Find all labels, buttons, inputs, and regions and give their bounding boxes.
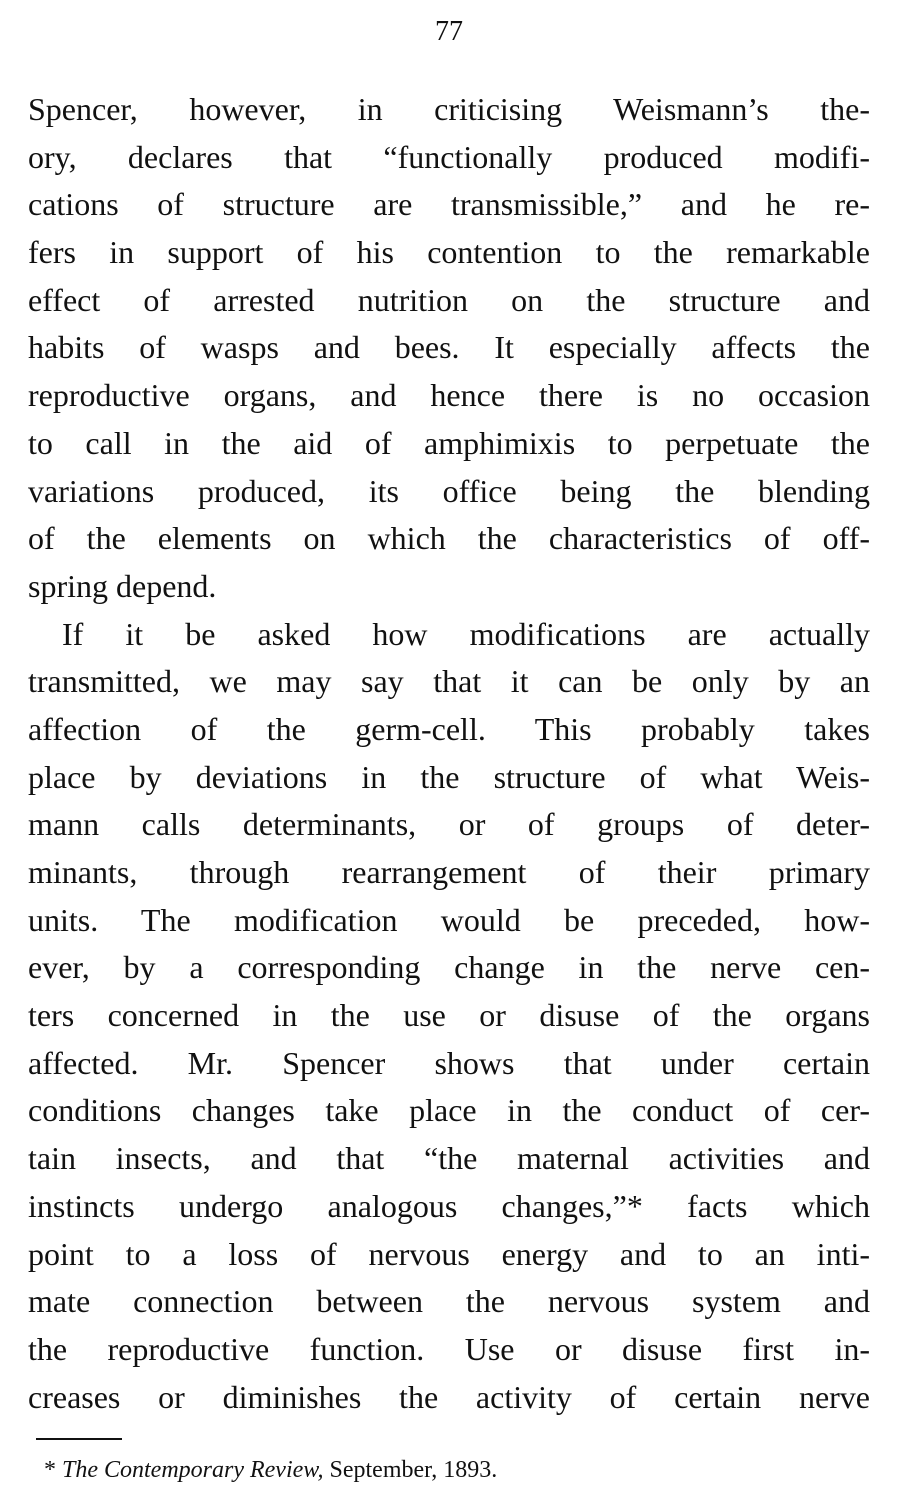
text-line: point to a loss of nervous energy and to an inti-	[28, 1235, 870, 1272]
footnote-marker: *	[44, 1457, 56, 1483]
text-line: affected. Mr. Spencer shows that under certain	[28, 1044, 870, 1081]
text-line: ever, by a corresponding change in the nerve cen-	[28, 949, 870, 986]
text-line: of the elements on which the characteristics of off-	[28, 520, 870, 557]
text-line: If it be asked how modifications are actually	[62, 615, 870, 652]
text-line: variations produced, its office being the blending	[28, 472, 870, 509]
body-text	[28, 86, 870, 1421]
text-line: reproductive organs, and hence there is no occasion	[28, 377, 870, 414]
text-line: place by deviations in the structure of what Weis-	[28, 758, 870, 795]
text-line: ters concerned in the use or disuse of the organs	[28, 997, 870, 1034]
text-line: units. The modification would be preceded, how-	[28, 901, 870, 938]
text-line: habits of wasps and bees. It especially affects the	[28, 329, 870, 366]
footnote-title: The Contemporary Review,	[62, 1457, 324, 1483]
text-line: to call in the aid of amphimixis to perpetuate the	[28, 424, 870, 461]
text-line: fers in support of his contention to the remarkable	[28, 234, 870, 271]
footnote	[44, 1452, 497, 1488]
footnote-date: September, 1893.	[329, 1457, 498, 1483]
text-line: mate connection between the nervous system and	[28, 1283, 870, 1320]
text-line: conditions changes take place in the conduct of cer-	[28, 1092, 870, 1129]
text-line: the reproductive function. Use or disuse first in-	[28, 1330, 870, 1367]
text-line: affection of the germ-cell. This probably takes	[28, 710, 870, 747]
page-number: 77	[435, 16, 463, 47]
text-line: spring depend.	[28, 567, 217, 604]
text-line: Spencer, however, in criticising Weismann’s the-	[28, 91, 870, 127]
text-line: minants, through rearrangement of their primary	[28, 854, 870, 890]
text-line: cations of structure are transmissible,” and he re-	[28, 186, 870, 223]
footnote-rule	[36, 1438, 122, 1440]
text-line: ory, declares that “functionally produced modifi-	[28, 138, 870, 175]
text-line: effect of arrested nutrition on the structure and	[28, 281, 870, 318]
text-line: tain insects, and that “the maternal activities and	[28, 1140, 870, 1177]
text-line: creases or diminishes the activity of certain nerve	[28, 1378, 870, 1415]
text-line: instincts undergo analogous changes,”* facts which	[28, 1187, 870, 1224]
text-line: transmitted, we may say that it can be only by an	[28, 663, 870, 700]
text-line: mann calls determinants, or of groups of deter-	[28, 806, 870, 843]
